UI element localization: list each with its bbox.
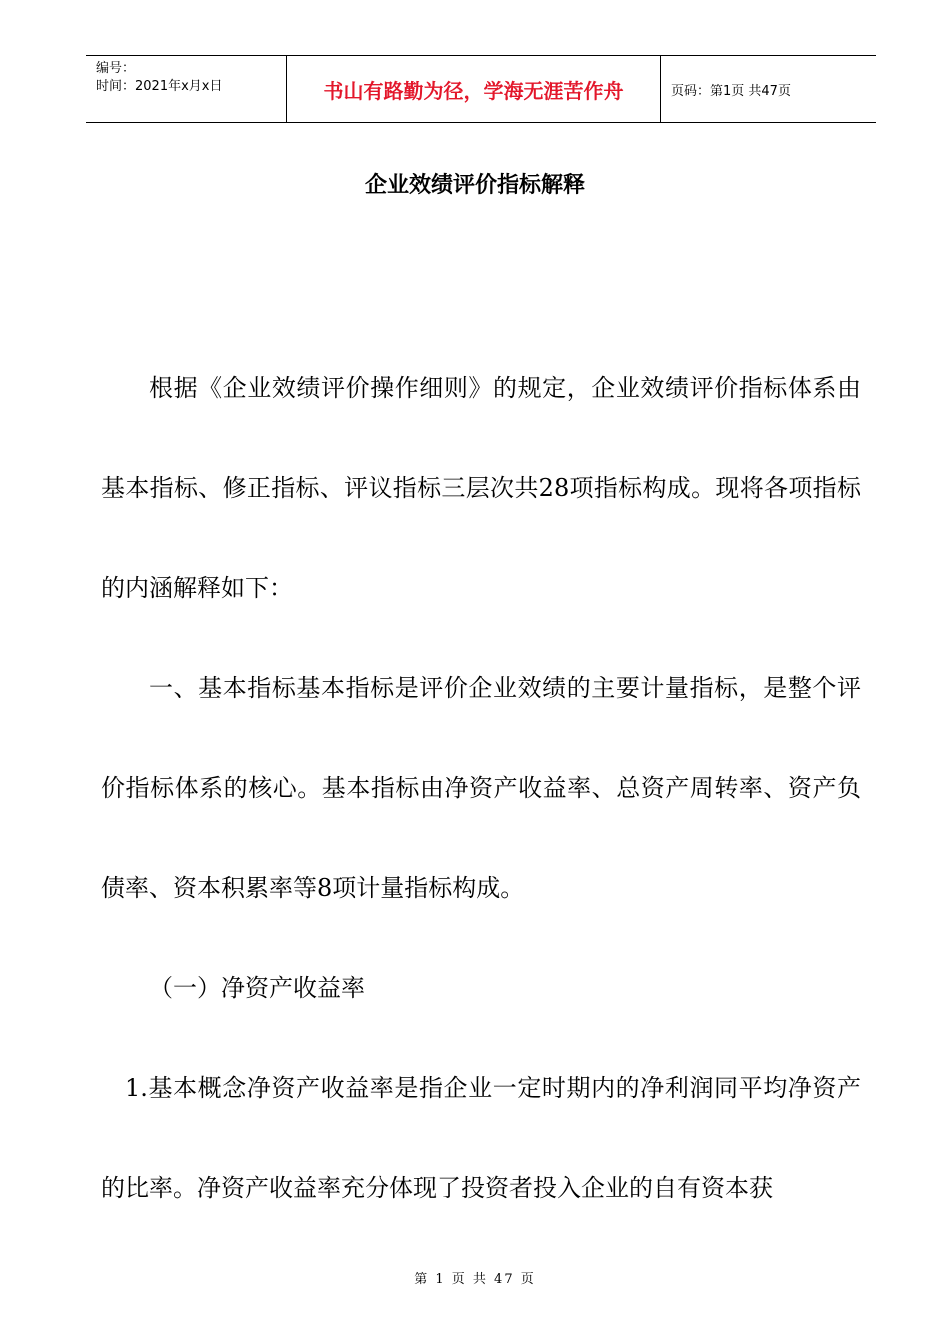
document-header bbox=[86, 55, 876, 123]
header-meta-cell bbox=[86, 56, 287, 122]
header-motto: 书山有路勤为径，学海无涯苦作舟 bbox=[323, 78, 624, 103]
document-title: 企业效绩评价指标解释 bbox=[364, 173, 585, 198]
document-body bbox=[101, 338, 861, 1238]
paragraph-basic-indicators: 一、基本指标基本指标是评价企业效绩的主要计量指标，是整个评价指标体系的核心。基本指标由净资产收益率、总资产周转率、资产负债率、资本积累率等8项计量指标构成。 bbox=[101, 674, 861, 902]
paragraph-intro: 根据《企业效绩评价操作细则》的规定，企业效绩评价指标体系由基本指标、修正指标、评议指标三层次共28项指标构成。现将各项指标的内涵解释如下： bbox=[101, 374, 861, 602]
page-footer: 第 1 页 共 47 页 bbox=[414, 1272, 536, 1287]
paragraph-roe-concept: 1.基本概念净资产收益率是指企业一定时期内的净利润同平均净资产的比率。净资产收益率充分体现了投资者投入企业的自有资本获 bbox=[101, 1074, 861, 1202]
time-label: 时间：2021年x月x日 bbox=[96, 79, 223, 94]
header-motto-cell bbox=[287, 56, 661, 122]
header-page-cell bbox=[661, 56, 876, 122]
section-heading-roe: （一）净资产收益率 bbox=[149, 974, 365, 1002]
header-page-info: 页码：第1页 共47页 bbox=[671, 83, 791, 99]
number-label: 编号： bbox=[96, 61, 136, 76]
